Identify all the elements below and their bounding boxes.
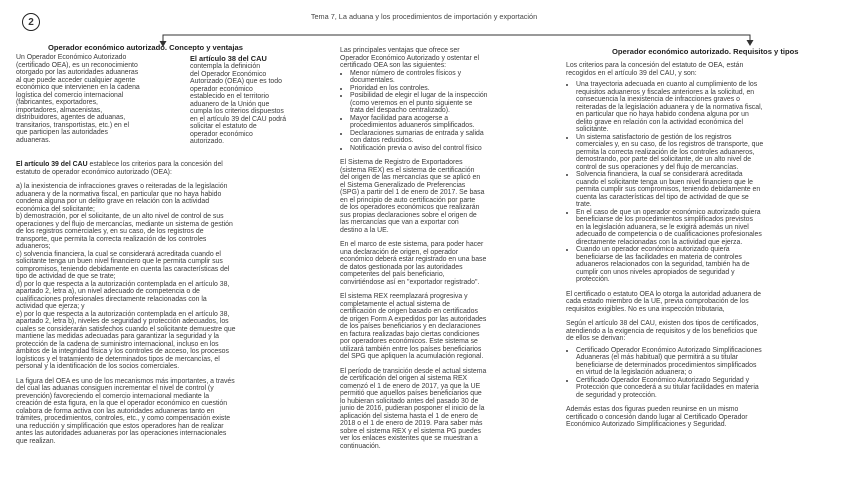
list-item: • Mayor facilidad para acogerse a procedimientos aduaneros simplificados. — [350, 115, 540, 130]
right-column — [566, 62, 834, 436]
connector-arrowhead-right — [747, 40, 754, 46]
right-heading: Operador económico autorizado. Requisitos y tipos — [612, 47, 799, 56]
certificate-types-list — [566, 347, 834, 400]
page-title: Tema 7, La aduana y los procedimientos de importación y exportación — [310, 12, 538, 21]
list-item: • Certificado Operador Económico Autorizado Simplificaciones Aduaneras (el más habitual) que permitirá a su titular beneficiarse de determinados procedimientos simplificados en virtud de la legislación aduanera; o — [576, 347, 834, 377]
middle-column — [340, 47, 540, 457]
left-body — [16, 161, 334, 452]
page-number-badge: 2 — [22, 13, 40, 31]
certificate-paragraph: El certificado o estatuto OEA lo otorga la autoridad aduanera de cada estado miembro de la UE, previa comprobación de los requisitos exigibles. No es una inspección tributaria, — [566, 290, 761, 313]
list-item: • Certificado Operador Económico Autorizado Seguridad y Protección que concederá a su titular facilidades en materia de seguridad y protección. — [576, 377, 834, 400]
rex-paragraph-2: En el marco de este sistema, para poder hacer una declaración de origen, el operador económico deberá estar registrado en una base de datos gestionada por las autoridades competentes del país beneficiario, convirtiéndose así en "exportador registrado". — [340, 241, 487, 286]
article-39-intro: establece los criterios para la concesión del estatuto de operador económico autorizado (OEA): — [16, 161, 223, 176]
requirements-intro: Los criterios para la concesión del estatuto de OEA, están recogidos en el artículo 39 del CAU, y son: — [566, 62, 744, 77]
types-intro: Según el artículo 38 del CAU, existen dos tipos de certificados, atendiendo a la exigencia de requisitos y de los beneficios que de ellos se derivan: — [566, 320, 759, 342]
left-heading: Operador económico autorizado. Concepto y ventajas — [48, 43, 243, 52]
list-item: • Solvencia financiera, la cual se considerará acreditada cuando el solicitante tenga un buen nivel financiero que le permita cumplir sus compromisos, teniendo debidamente en cuenta las características del tipo de actividad de que se trate. — [576, 171, 834, 209]
article-39-criteria: a) la inexistencia de infracciones graves o reiteradas de la legislación aduanera y de la normativa fiscal, en particular que no haya habido condena alguna por un delito grave en relación con la actividad económica del solicitante; b) demostración, por el solicitante, de un alto nivel de control de sus operaciones y del flujo de mercancías, mediante un sistema de gestión de los registros comerciales y, en su caso, de los registros de transporte, que permita la correcta realización de los controles aduaneros; c) solvencia financiera, la cual se considerará acreditada cuando el solicitante tenga un buen nivel financiero que le permita cumplir sus compromisos, teniendo debidamente en cuenta las características del tipo de actividad de que se trate; d) por lo que respecta a la autorización contemplada en el artículo 38, apartado 2, letra a), un nivel adecuado de competencia o de cualificaciones profesionales directamente relacionadas con la actividad que ejerza; y e) por lo que respecta a la autorización contemplada en el artículo 38, apartado 2, letra b), niveles de seguridad y protección adecuados, los cuales se considerarán satisfechos cuando el solicitante demuestre que mantiene las medidas adecuadas para garantizar la seguridad y la protección de la cadena de suministro internacional, incluso en los ámbitos de la integridad física y los controles de acceso, los procesos logísticos y el tratamiento de determinados tipos de mercancías, el personal y la identificación de los socios comerciales. — [16, 183, 236, 370]
combined-certificate-paragraph: Además estas dos figuras pueden reunirse en un mismo certificado o concesión dando lugar al Certificado Operador Económico Autorizado Simplificaciones y Seguridad. — [566, 406, 748, 428]
list-item: • Prioridad en los controles. — [350, 85, 540, 93]
advantages-intro: Las principales ventajas que ofrece ser Operador Económico Autorizado y ostentar el certificado OEA son las siguientes: — [340, 47, 480, 69]
article-38-text: contempla la definición del Operador Económico Autorizado (OEA) que es todo operador económico establecido en el territorio aduanero de la Unión que cumpla los criterios dispuestos en el artículo 39 del CAU podrá solicitar el estatuto de operador económico autorizado. — [190, 63, 287, 145]
list-item: • Posibilidad de elegir el lugar de la inspección (como veremos en el punto siguiente se trata del despacho centralizado). — [350, 92, 540, 115]
list-item: • Menor número de controles físicos y documentales. — [350, 70, 540, 85]
left-intro: Un Operador Económico Autorizado (certificado OEA), es un reconocimiento otorgado por las autoridades aduaneras al que puede acceder cualquier agente económico que intervienen en la cadena logística del comercio internacional (fabricantes, exportadores, importadores, almacenistas, distribuidores, agentes de aduanas, transitarios, transportistas, etc.) en el que participen las autoridades aduaneras. — [16, 54, 140, 144]
article-38-title: El artículo 38 del CAU — [190, 54, 267, 63]
rex-paragraph-4: El período de transición desde el actual sistema de certificación del origen al sistema REX comenzó el 1 de enero de 2017, ya que la UE permitió que aquellos países beneficiarios que lo hubieran solicitado antes del pasado 30 de junio de 2016, pudieran posponer el inicio de la aplicación del sistema hasta el 1 de enero de 2018 o el 1 de enero de 2019. Para saber más sobre el sistema REX y el sistema PG puedes ver los enlaces existentes que se muestran a continuación. — [340, 367, 487, 450]
rex-paragraph-1: El Sistema de Registro de Exportadores (sistema REX) es el sistema de certificación del origen de las mercancías que se aplicó en el Sistema Generalizado de Preferencias (SPG) a partir del 1 de enero de 2017. Se basa en el principio de auto certificación por parte de los operadores económicos que realizarán sus propias declaraciones sobre el origen de las mercancías que van a exportar con destino a la UE. — [340, 159, 485, 234]
list-item: • Notificación previa o aviso del control físico — [350, 145, 540, 153]
oea-figure-paragraph: La figura del OEA es uno de los mecanismos más importantes, a través del cual las aduanas consiguen incrementar el nivel de control (y prevención) favoreciendo el comercio internacional mediante la creación de esta figura, en la que el operador económico en cuestión colabora de forma activa con las autoridades aduaneras tanto en trámites, procedimientos, controles, etc., y como compensación existe una reducción y simplificación que estos operadores han de realizar antes las autoridades aduaneras por las operaciones internacionales que realizan. — [16, 377, 235, 445]
list-item: • Cuando un operador económico autorizado quiera beneficiarse de las facilidades en materia de controles aduaneros relacionados con la seguridad, también ha de cumplir con unos niveles apropiados de seguridad y protección. — [576, 246, 834, 284]
article-38-box — [190, 55, 330, 146]
list-item: • En el caso de que un operador económico autorizado quiera beneficiarse de los procedimientos simplificados previstos en la legislación aduanera, se le exigirá además un nivel adecuado de competencia o de cualificaciones profesionales directamente relacionadas con la actividad que ejerza. — [576, 209, 834, 247]
list-item: • Declaraciones sumarias de entrada y salida con datos reducidos. — [350, 130, 540, 145]
advantages-list — [340, 70, 540, 153]
list-item: • Una trayectoria adecuada en cuanto al cumplimiento de los requisitos aduaneros y fiscales anteriores a la solicitud, en consecuencia la inexistencia de infracciones graves o reiteradas de la legislación aduanera y de la normativa fiscal, en particular que no haya habido condena alguna por un delito grave en relación con la actividad económica del solicitante. — [576, 81, 834, 134]
requirements-list — [566, 81, 834, 284]
article-39-bold: El artículo 39 del CAU — [16, 161, 88, 168]
rex-paragraph-3: El sistema REX reemplazará progresiva y completamente el actual sistema de certificación de origen basado en certificados de origen Form A expedidos por las autoridades de los países beneficiarios y en declaraciones en factura realizadas bajo ciertas condiciones por operadores económicos. Este sistema se utilizará también entre los países beneficiarios del SPG que apliquen la acumulación regional. — [340, 293, 487, 360]
connector-line — [163, 35, 750, 44]
list-item: • Un sistema satisfactorio de gestión de los registros comerciales y, en su caso, de los registros de transporte, que permita la correcta realización de los controles aduaneros, demostrando, por parte del solicitante, de un alto nivel de control de sus operaciones y del flujo de mercancías. — [576, 134, 834, 172]
